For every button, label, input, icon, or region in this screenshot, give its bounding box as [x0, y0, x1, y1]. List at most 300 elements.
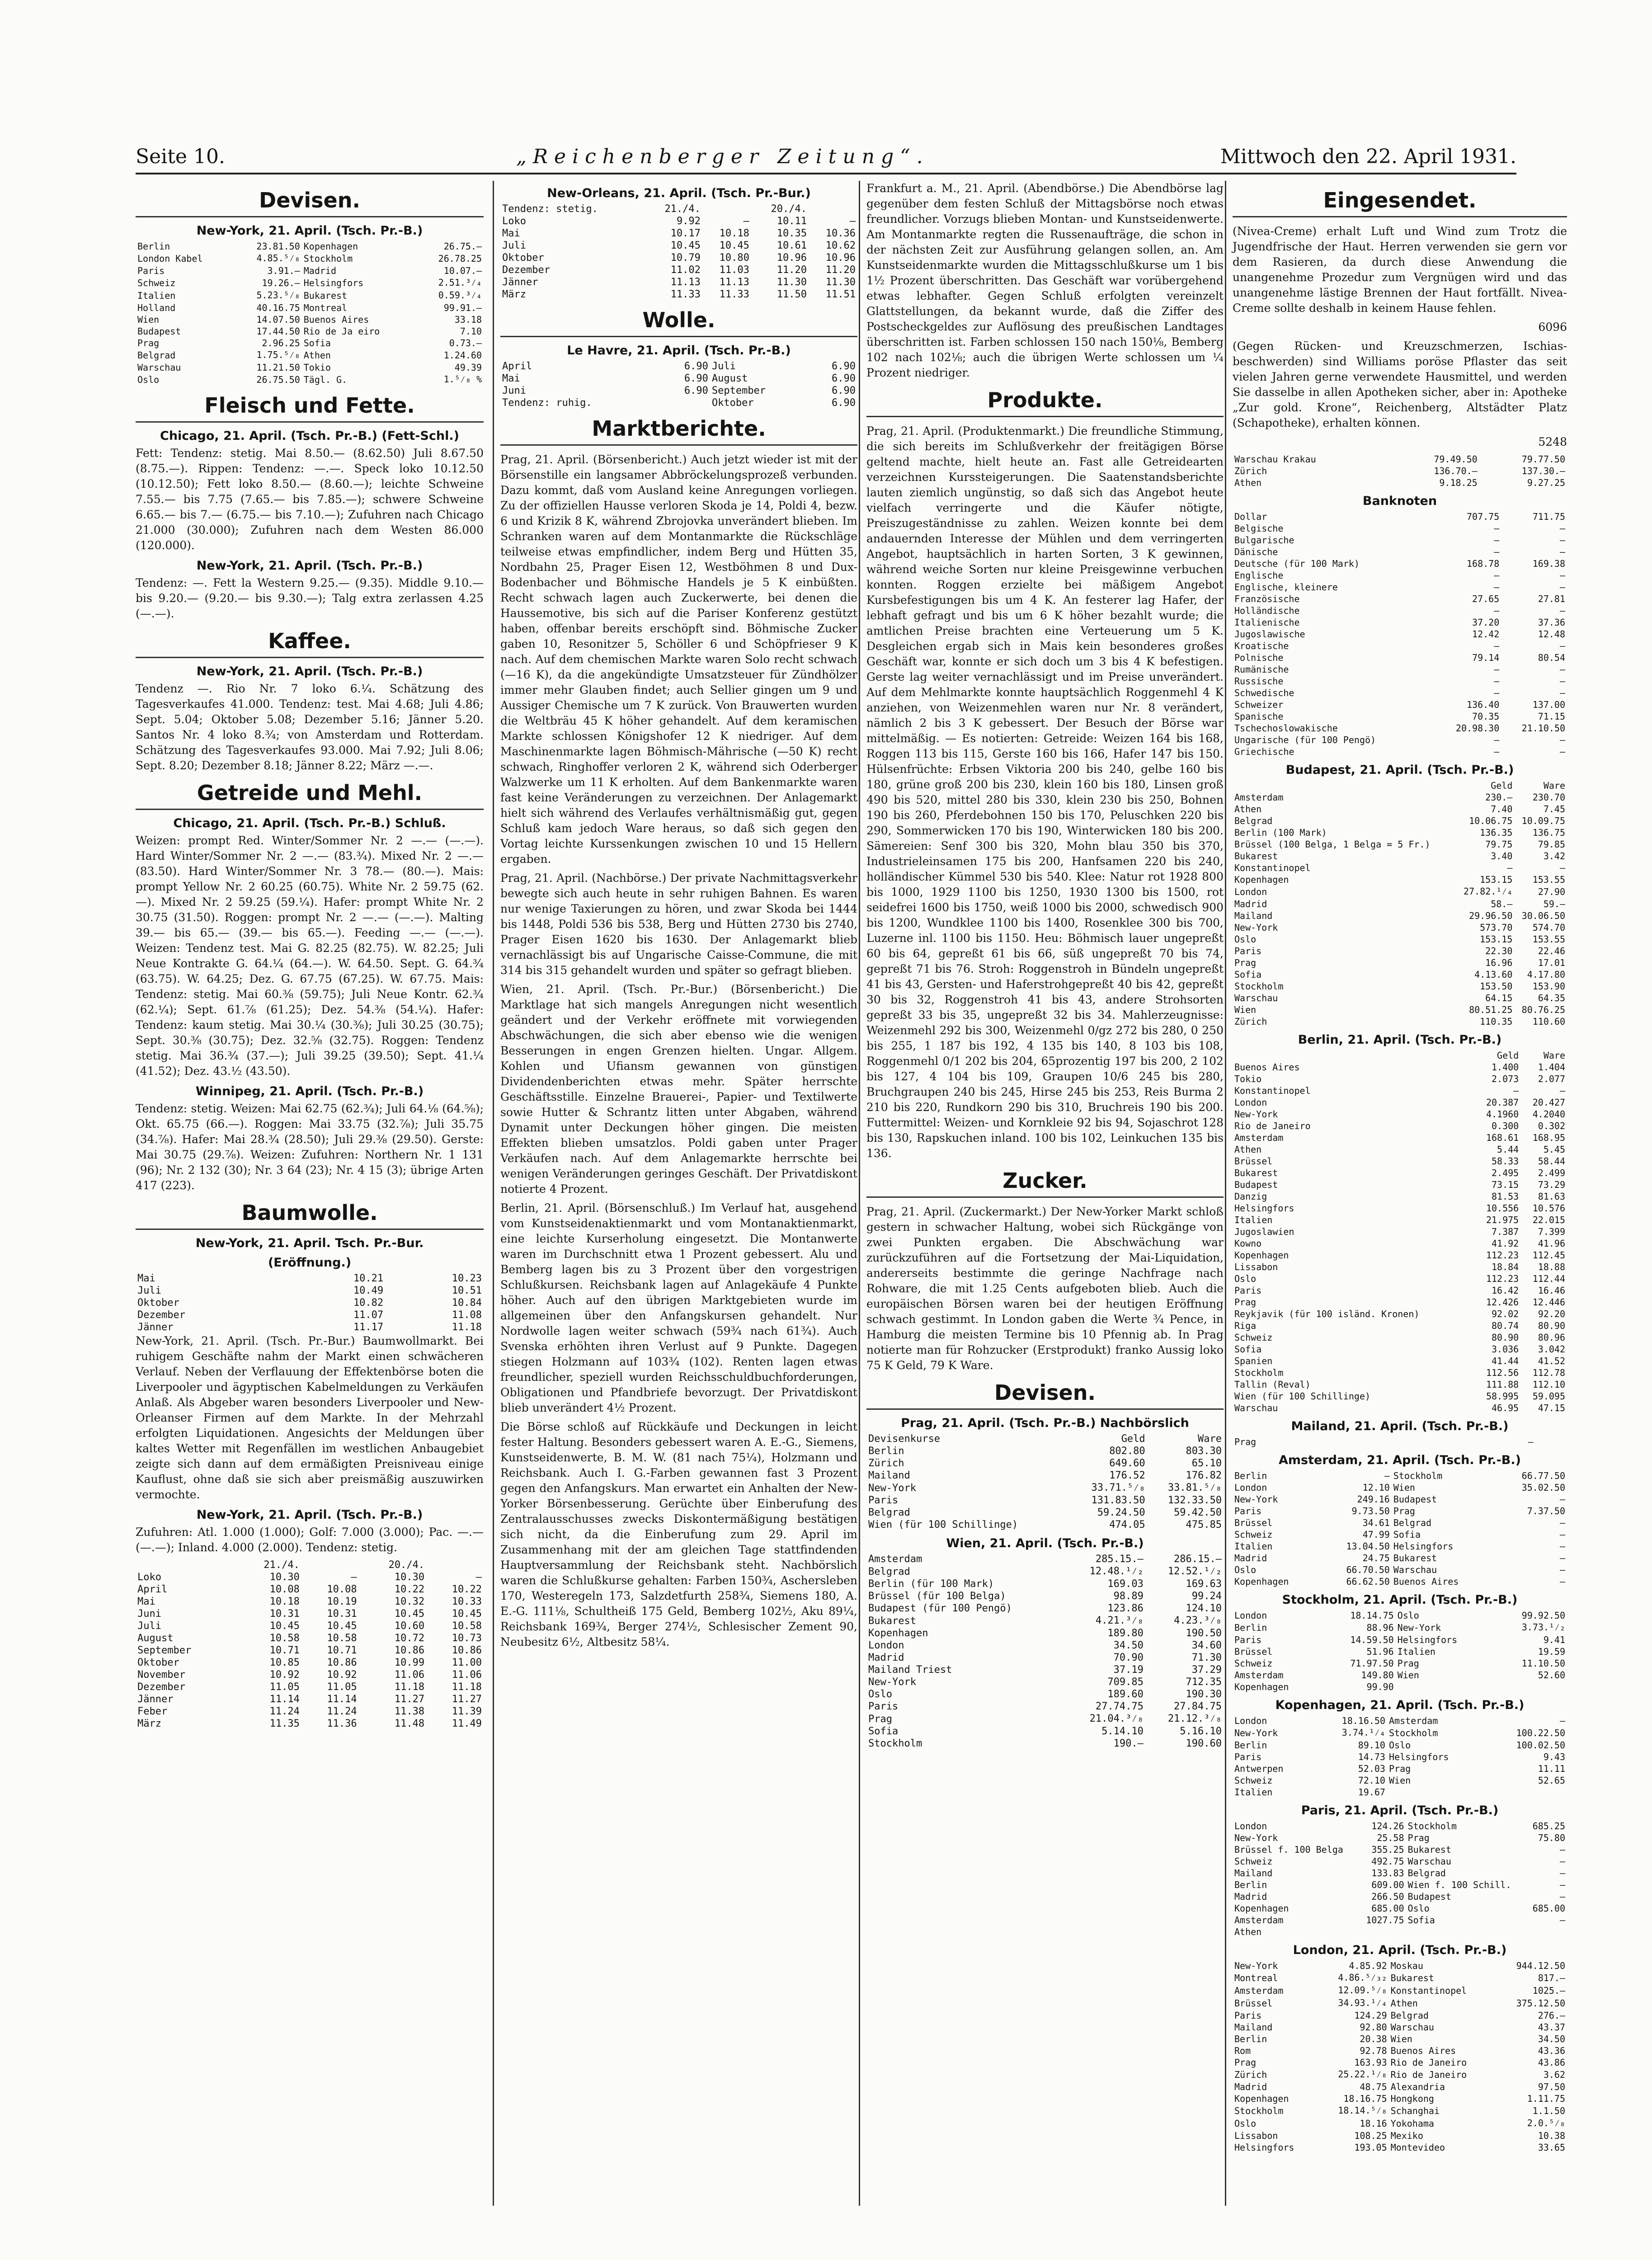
table-cell: 11.27: [452, 1694, 482, 1705]
table-cell: Wien: [1393, 1482, 1415, 1493]
table-cell: Prag: [1393, 1506, 1415, 1516]
table-cell: —: [1559, 687, 1565, 698]
table-cell: 22.46: [1538, 946, 1565, 956]
table-row: [136, 265, 484, 277]
table-cell: 9.41: [1543, 1634, 1565, 1645]
kopenhagen-table: [1233, 1715, 1567, 1798]
table-cell: Paris: [137, 265, 165, 276]
table-row: [1233, 2105, 1567, 2117]
table-cell: Schweiz: [1234, 1856, 1273, 1867]
table-cell: New-York: [868, 1676, 916, 1688]
frankfurt-text: Frankfurt a. M., 21. April. (Abendbörse.) Die Abendbörse lag gegenüber dem festen Schluß der Mittagsbörse noch etwas freundlicher. Vorzugs blieben Montan- und Kunstseidenwerte. Am Montanmarkte regten die Russenaufträge, die schon in der nächsten Zeit zur Ausführung gelangen sollen, an. Am Kunstseidenmarkte wurden die Mittagsschlußkurse um 1 bis 1½ Prozent überschritten. Das Geschäft war vorübergehend etwas lebhafter. Gegen Schluß erfolgten vereinzelt Glattstellungen, da bekannt wurde, daß die Ziffer des Postscheckgeldes zur Auflösung des preußischen Landtages überschritten ist. Farben schlossen 150 nach 150⅛, Bemberg 102 nach 102⅛; auch die übrigen Werte schlossen um ¼ Prozent niedriger.: [866, 182, 1224, 379]
table-row: [136, 1657, 484, 1669]
table-cell: —: [1559, 523, 1565, 534]
issue-date: Mittwoch den 22. April 1931.: [1220, 145, 1516, 168]
table-row: [1233, 465, 1567, 477]
table-cell: Brüssel: [1234, 1517, 1273, 1528]
table-row: [136, 314, 484, 325]
table-cell: Stockholm: [1393, 1470, 1443, 1481]
table-row: [1233, 2010, 1567, 2021]
table-cell: 3.036: [1492, 1344, 1519, 1355]
table-header-cell: Ware: [1198, 1433, 1222, 1445]
table-cell: —: [1559, 1891, 1565, 1902]
table-cell: 12.09.⁵⁄₈: [1338, 1985, 1387, 1996]
table-row: [1233, 734, 1567, 746]
table-cell: 131.83.50: [1091, 1495, 1145, 1506]
table-cell: Moskau: [1390, 1960, 1423, 1971]
table-cell: 944.12.50: [1516, 1960, 1565, 1971]
table-cell: 110.60: [1532, 1016, 1565, 1027]
baumwolle-text: New-York, 21. April. (Tsch. Pr.-Bur.) Baumwollmarkt. Bei ruhigem Geschäfte nahm der Markt einen schwächeren Verlauf. Neben der Verflauung der Effektenbörse boten die Liverpooler und ägyptischen Kabelmeldungen zu Verkäufen Anlaß. Als Abgeber waren besonders Liverpooler und New-Orleanser Firmen auf dem Markte. In der Mehrzahl erfolgten Liquidationen. Angesichts der Meldungen über kaltes Wetter mit Regenfällen im westlichen Anbaugebiet zeigte sich dann auf dem ermäßigten Preisniveau einige Kauflust, ohne daß sie sich aber preismäßig auszuwirken vermochte.: [136, 1334, 484, 1501]
table-cell: Kopenhagen: [1234, 2093, 1289, 2104]
table-cell: Kopenhagen: [303, 241, 358, 252]
table-cell: 176.82: [1186, 1470, 1222, 1481]
table-cell: —: [849, 216, 856, 227]
table-cell: Zürich: [1234, 466, 1267, 476]
table-row: [1233, 1576, 1567, 1587]
table-cell: 707.75: [1467, 511, 1500, 522]
table-cell: 3.62: [1543, 2069, 1565, 2080]
table-cell: New-York: [1234, 1728, 1278, 1738]
table-header-cell: Tendenz: stetig.: [502, 203, 598, 215]
table-cell: 59.—: [1543, 899, 1565, 909]
table-cell: 230.—: [1485, 792, 1513, 803]
table-cell: —: [1494, 535, 1500, 546]
table-cell: 21.10.50: [1521, 723, 1565, 734]
table-row: [136, 1705, 484, 1718]
table-cell: [662, 397, 710, 409]
table-cell: Schweiz: [1234, 1775, 1273, 1786]
markt-prag-boerse: Prag, 21. April. (Börsenbericht.) Auch jetzt wieder ist mit der Börsenstille ein langsamer Abbröckelungsprozeß verbunden. Dazu kommt, daß vom Ausland keine Anregungen vorliegen. Zu der offiziellen Hausse verloren Skoda je 14, Poldi 4, bezw. 6 und Krizik 8 K, während Zbrojovka unverändert blieben. Im Schranken waren auf dem Montanmarkte die Rückschläge teilweise etwas empfindlicher, indem Berg und Hütten 35, Nordbahn 25, Prager Eisen 12, Westböhmen 8 und Dux-Bodenbacher und Böhmische Handels je 5 K einbüßten. Recht schwach lagen auch Zuckerwerte, bei denen die Haussemotive, bis sich auf die Pariser Konferenz gestützt haben, offenbar bereits erschöpft sind. Böhmische Zucker gaben 10, Resonitzer 5, Schöller 6 und Schöpfrieser 9 K nach. Auf dem chemischen Markte waren Solo recht schwach (—16 K), da die angekündigte Umsatzsteuer für Zündhölzer immer mehr Glauben findet; auch Sellier gingen um 9 und Aussiger Chemische um 7 K zurück. Von Brauwerten wurden die Weltbräu 45 K höher gehandelt. Auf dem keramischen Markte schlossen Königshofer 12 K niedriger. Auf dem Maschinenmarkte lagen Böhmisch-Mährische (—50 K) recht schwach, Ringhoffer verloren 2 K, während sich Oderberger Walzwerke um 11 K erholten. Auf dem Bankenmarkte waren fast keine Veränderungen zu verzeichnen. Der Anlagemarkt hielt sich während des Verlaufes verhältnismäßig gut, gegen Schluß kam jedoch Ware heraus, so daß sich gegen den Vortag leichte Kurssenkungen zwischen 10 und 15 Hellern ergaben.: [500, 453, 857, 866]
table-cell: Paris: [868, 1701, 899, 1712]
table-cell: 16.42: [1492, 1285, 1519, 1296]
table-cell: Italienische: [1234, 617, 1300, 628]
table-cell: Belgrad: [1390, 2010, 1429, 2021]
table-cell: 11.33: [670, 289, 701, 300]
table-cell: 92.02: [1492, 1309, 1519, 1319]
table-row: [136, 1632, 484, 1644]
table-cell: 137.30.—: [1521, 466, 1565, 476]
table-row: [866, 1700, 1224, 1713]
table-cell: Bukarest: [868, 1615, 916, 1627]
baumwolle-sub: New-York, 21. April. Tsch. Pr.-Bur.: [195, 1236, 424, 1250]
table-cell: —: [1559, 734, 1565, 745]
table-cell: —: [1559, 1494, 1565, 1505]
table-cell: 0.300: [1492, 1121, 1519, 1131]
table-cell: 99.24: [1191, 1591, 1222, 1602]
table-cell: 33.65: [1538, 2142, 1565, 2153]
table-row: [1233, 1085, 1567, 1097]
table-cell: 11.24: [327, 1706, 357, 1717]
table-cell: London: [1234, 886, 1267, 897]
table-row: [1233, 1855, 1567, 1867]
kaffee-text: Tendenz —. Rio Nr. 7 loko 6.¹⁄₄. Schätzung des Tagesverkaufes 41.000. Tendenz: test. Mai 4.68; Juli 4.86; Sept. 5.04; Oktober 5.08; Dezember 5.16; Jänner 5.20. Santos Nr. 4 loko 8.³⁄₄; von Amsterdam und Rotterdam. Schätzung des Tagesverkaufes 93.000. Mai 7.92; Juli 8.06; Sept. 8.20; Dezember 8.18; Jänner 8.22; März —.—.: [136, 682, 484, 772]
table-cell: 10.84: [452, 1297, 482, 1309]
table-cell: 711.75: [1532, 511, 1565, 522]
table-cell: Berlin (100 Mark): [1234, 827, 1327, 838]
table-cell: Jugoslawische: [1234, 629, 1305, 640]
table-cell: 10.45: [452, 1608, 482, 1620]
table-cell: 79.77.50: [1521, 454, 1565, 465]
table-row: [1233, 957, 1567, 969]
table-row: [1233, 1132, 1567, 1144]
zucker-text: Prag, 21. April. (Zuckermarkt.) Der New-Yorker Markt schloß gestern in schwacher Haltung, wobei sich Rückgänge von zwei Punkten ergaben. Die Abschwächung war zurückzuführen auf die Fortsetzung der Mai-Liquidation, andererseits bestimmte die geringe Nachfrage nach Rohware, die mit 1.25 Cents aufgeboten blieb. Auch die europäischen Börsen waren bei der heutigen Eröffnung schwach gestimmt. In London gaben die Werte ¾ Pence, in Hamburg die meisten Termine bis 10 Pfennig ab. In Prag notierte man für Rohzucker (Erstprodukt) franko Aussig loko 75 K Geld, 79 K Ware.: [866, 1205, 1224, 1372]
table-cell: 2.51.³⁄₄: [438, 277, 482, 288]
table-cell: 99.91.—: [443, 302, 482, 313]
table-cell: Helsingfors: [1397, 1634, 1458, 1645]
table-cell: Mailand: [1234, 1868, 1273, 1879]
table-row: [1233, 969, 1567, 980]
table-header-cell: Geld: [1497, 1050, 1519, 1061]
table-header-row: [1233, 1050, 1567, 1061]
table-cell: 10.58: [452, 1620, 482, 1632]
table-cell: September: [711, 385, 766, 396]
table-cell: [1359, 1926, 1406, 1938]
table-cell: Polnische: [1234, 652, 1284, 663]
column-1: [136, 181, 484, 2206]
table-row: [1233, 1867, 1567, 1879]
table-cell: 190.—: [1113, 1738, 1144, 1749]
table-cell: 34.61: [1362, 1517, 1390, 1528]
table-cell: 153.55: [1532, 934, 1565, 945]
table-row: [136, 373, 484, 386]
table-cell: Tallin (Reval): [1234, 1379, 1311, 1390]
table-row: [1233, 1167, 1567, 1179]
table-cell: Brüssel: [1234, 1998, 1273, 2009]
table-cell: Amsterdam: [1234, 1985, 1284, 1996]
table-cell: Lissabon: [1234, 2130, 1278, 2141]
table-row: [136, 277, 484, 289]
devisen-newyork-sub: New-York, 21. April. (Tsch. Pr.-B.): [196, 224, 423, 238]
table-cell: 40.16.75: [256, 302, 300, 313]
table-cell: —: [1494, 664, 1500, 675]
table-cell: Bukarest: [1393, 1553, 1437, 1563]
table-cell: 4.23.³⁄₈: [1174, 1615, 1222, 1626]
table-cell: Warschau: [1407, 1856, 1451, 1867]
table-cell: 10.60: [394, 1620, 425, 1632]
produkte-heading: Produkte.: [866, 388, 1224, 417]
table-cell: Tägl. G.: [303, 374, 348, 385]
table-cell: Dänische: [1234, 546, 1278, 557]
table-row: [1233, 1191, 1567, 1202]
table-cell: 112.23: [1486, 1273, 1519, 1284]
table-row: [1233, 1202, 1567, 1214]
table-cell: 10.49: [353, 1285, 384, 1296]
table-cell: 11.20: [825, 264, 856, 276]
table-cell: Prag: [137, 338, 160, 348]
table-cell: 23.81.50: [256, 241, 300, 252]
baumwolle-futures-table: [136, 1559, 484, 1730]
neworleans-sub: New-Orleans, 21. April. (Tsch. Pr.-Bur.): [547, 186, 811, 200]
table-cell: Mai: [502, 373, 520, 384]
table-cell: 19.59: [1538, 1646, 1565, 1657]
table-cell: Sofia: [303, 338, 331, 348]
table-cell: 14.07.50: [256, 314, 300, 325]
berlin-sub: Berlin, 21. April. (Tsch. Pr.-B.): [1298, 1033, 1502, 1047]
table-cell: Paris: [1234, 1752, 1262, 1762]
table-cell: —: [1559, 605, 1565, 616]
table-cell: Tokio: [1234, 1074, 1262, 1084]
table-row: [1233, 1727, 1567, 1739]
table-cell: 112.10: [1532, 1379, 1565, 1390]
table-cell: 47.99: [1362, 1529, 1390, 1540]
budapest-table: [1233, 780, 1567, 1027]
table-cell: 22.015: [1532, 1215, 1565, 1225]
table-cell: Bukarest: [1234, 1168, 1278, 1178]
table-cell: New-York: [1234, 1494, 1278, 1505]
table-cell: 75.80: [1538, 1832, 1565, 1843]
table-cell: Oslo: [1234, 2118, 1257, 2129]
table-cell: 10.45: [670, 240, 701, 251]
table-cell: Rio de Janeiro: [1234, 1121, 1311, 1131]
table-cell: 11.07: [353, 1309, 384, 1321]
table-row: [136, 1321, 484, 1333]
table-cell: —: [1559, 535, 1565, 546]
table-cell: Dezember: [137, 1681, 185, 1693]
table-cell: 685.00: [1532, 1903, 1565, 1914]
table-row: [500, 360, 857, 372]
table-cell: 266.50: [1371, 1891, 1404, 1902]
table-cell: 92.20: [1538, 1309, 1565, 1319]
table-cell: Kopenhagen: [1234, 1250, 1289, 1261]
table-cell: Oslo: [1234, 1564, 1257, 1575]
banknoten-table: [1233, 511, 1567, 758]
table-row: [136, 1669, 484, 1681]
baumwolle-open-table: [136, 1272, 484, 1333]
table-row: [866, 1652, 1224, 1664]
table-cell: Reykjavik (für 100 isländ. Kronen): [1234, 1309, 1420, 1319]
table-row: [500, 240, 857, 252]
table-cell: 5.14.10: [1101, 1726, 1144, 1737]
table-cell: 64.15: [1485, 993, 1513, 1003]
table-cell: 10.22: [394, 1584, 425, 1595]
table-cell: Rio de Janeiro: [1390, 2057, 1467, 2068]
table-cell: —: [1559, 1915, 1565, 1926]
table-cell: 1.400: [1492, 1062, 1519, 1073]
table-cell: 64.35: [1538, 993, 1565, 1003]
table-row: [136, 1693, 484, 1705]
table-cell: Belgrad: [1393, 1517, 1432, 1528]
table-cell: 133.83: [1371, 1868, 1404, 1879]
table-cell: Oslo: [1388, 1740, 1411, 1751]
table-cell: 18.16.50: [1341, 1715, 1385, 1726]
table-cell: 11.20: [777, 264, 807, 276]
table-cell: 18.14.75: [1350, 1610, 1394, 1621]
table-cell: New-York: [1234, 1960, 1278, 1971]
table-cell: Stockholm: [1407, 1821, 1457, 1832]
wien-sub: Wien, 21. April. (Tsch. Pr.-B.): [946, 1536, 1144, 1550]
table-row: [1233, 1879, 1567, 1891]
table-cell: 132.33.50: [1167, 1495, 1222, 1506]
table-cell: London: [868, 1640, 904, 1651]
table-row: [1233, 1646, 1567, 1657]
fleisch-chicago-text: Fett: Tendenz: stetig. Mai 8.50.— (8.62.50) Juli 8.67.50 (8.75.—). Rippen: Tendenz: —.—. Speck loko 10.12.50 (10.12.50); Fett loko 8.50.— (8.60.—); leichte Schweine 7.55.— bis 7.75 (7.65.— bis 7.85.—); schwere Schweine 6.65.— bis 7.— (6.75.— bis 7.10.—); Zufuhren nach Chicago 21.000 (30.000); Zufuhren nach dem Westen 86.000 (120.000).: [136, 447, 484, 552]
table-cell: Madrid: [1234, 899, 1267, 909]
table-cell: 73.15: [1492, 1179, 1519, 1190]
table-cell: Buenos Aires: [1393, 1576, 1459, 1587]
table-cell: 18.14.⁵⁄₈: [1338, 2105, 1387, 2116]
table-row: [1233, 1786, 1567, 1798]
table-cell: 7.37.50: [1527, 1506, 1565, 1516]
table-cell: Madrid: [303, 265, 336, 276]
table-cell: Italien: [1397, 1646, 1435, 1657]
table-row: [866, 1602, 1224, 1615]
table-row: [1233, 1657, 1567, 1669]
table-cell: Amsterdam: [1234, 1915, 1284, 1926]
table-cell: London: [1234, 1715, 1267, 1726]
baumwolle-heading: Baumwolle.: [136, 1201, 484, 1230]
table-cell: 11.51: [825, 289, 856, 300]
table-cell: Oslo: [1407, 1903, 1430, 1914]
table-cell: Mailand Triest: [868, 1664, 952, 1676]
table-cell: Dezember: [502, 264, 550, 276]
table-row: [866, 1676, 1224, 1688]
table-cell: Warschau: [137, 362, 181, 373]
table-cell: 71.30: [1191, 1652, 1222, 1663]
table-cell: 124.29: [1354, 2010, 1387, 2021]
table-cell: 4.17.80: [1527, 969, 1565, 980]
table-cell: 92.78: [1360, 2045, 1387, 2056]
table-cell: Hongkong: [1390, 2093, 1434, 2104]
table-cell: 10.19: [327, 1596, 357, 1607]
table-row: [1233, 1120, 1567, 1132]
table-row: [1233, 1343, 1567, 1355]
table-cell: 190.30: [1186, 1689, 1222, 1700]
table-cell: 10.58: [269, 1633, 300, 1644]
table-cell: 33.81.⁵⁄₈: [1167, 1482, 1222, 1493]
table-cell: Amsterdam: [1388, 1715, 1438, 1726]
table-cell: Belgrad: [1407, 1868, 1446, 1879]
table-cell: Mai: [137, 1273, 155, 1284]
table-cell: 100.02.50: [1516, 1740, 1565, 1751]
table-row: [500, 385, 857, 397]
table-cell: Dezember: [137, 1309, 185, 1321]
table-row: [1233, 711, 1567, 722]
table-row: [136, 1309, 484, 1321]
table-cell: 0.302: [1538, 1121, 1565, 1131]
table-cell: 35.02.50: [1521, 1482, 1565, 1493]
table-cell: Warschau: [1393, 1564, 1437, 1575]
table-row: [1233, 1016, 1567, 1027]
table-cell: 37.20: [1472, 617, 1500, 628]
column-4: [1225, 181, 1567, 2206]
table-cell: 80.90: [1492, 1332, 1519, 1343]
table-cell: 10.07.—: [443, 265, 482, 276]
table-row: [1233, 1308, 1567, 1320]
table-cell: 11.14: [327, 1694, 357, 1705]
table-header-cell: [809, 203, 857, 215]
table-cell: 43.86: [1538, 2057, 1565, 2068]
table-row: [1233, 1402, 1567, 1414]
table-header-cell: [702, 203, 751, 215]
table-cell: 9.43: [1543, 1752, 1565, 1762]
table-cell: Juli: [711, 361, 736, 372]
table-cell: 12.52.¹⁄₂: [1167, 1566, 1222, 1577]
table-row: [1233, 910, 1567, 922]
table-cell: 649.60: [1109, 1458, 1145, 1469]
table-row: [866, 1482, 1224, 1494]
table-cell: 1.404: [1538, 1062, 1565, 1073]
table-row: [1233, 722, 1567, 734]
table-row: [1233, 1960, 1567, 1972]
table-cell: 17.44.50: [256, 326, 300, 337]
table-row: [866, 1519, 1224, 1531]
table-cell: 2.0.⁵⁄₈: [1527, 2118, 1565, 2128]
table-cell: 79.49.50: [1434, 454, 1478, 465]
table-cell: 70.90: [1113, 1652, 1144, 1663]
table-row: [1233, 1552, 1567, 1564]
table-cell: Buenos Aires: [303, 314, 369, 325]
table-row: [500, 227, 857, 240]
table-cell: Oslo: [868, 1689, 892, 1700]
table-cell: 34.60: [1191, 1640, 1222, 1651]
table-row: [136, 349, 484, 362]
table-cell: 10.32: [394, 1596, 425, 1607]
table-cell: 153.50: [1480, 981, 1513, 992]
devisen-newyork-table: [136, 240, 484, 386]
table-header-row: [136, 1559, 484, 1571]
table-row: [1233, 2130, 1567, 2142]
table-cell: Belgrad: [1234, 815, 1273, 826]
table-cell: 30.06.50: [1521, 910, 1565, 921]
table-cell: 22.30: [1485, 946, 1513, 956]
table-row: [1233, 1061, 1567, 1073]
table-cell: Konstantinopel: [1390, 1985, 1467, 1996]
table-cell: Rio de Janeiro: [1390, 2069, 1467, 2080]
table-cell: 41.44: [1492, 1356, 1519, 1366]
table-row: [1233, 1285, 1567, 1296]
table-cell: 14.59.50: [1350, 1634, 1394, 1645]
table-cell: 169.63: [1186, 1578, 1222, 1590]
table-cell: Kopenhagen: [868, 1628, 928, 1639]
table-cell: 10.72: [394, 1633, 425, 1644]
stockholm-sub: Stockholm, 21. April. (Tsch. Pr.-B.): [1282, 1593, 1518, 1607]
table-row: [1233, 511, 1567, 523]
table-cell: 27.82.¹⁄₄: [1464, 886, 1513, 897]
table-row: [500, 397, 857, 409]
table-row: [1233, 1610, 1567, 1621]
table-cell: Italien: [1234, 1541, 1273, 1552]
table-row: [1233, 1972, 1567, 1984]
table-cell: 4.21.³⁄₈: [1095, 1615, 1144, 1626]
table-cell: 52.60: [1538, 1670, 1565, 1681]
table-cell: 6.90: [832, 373, 856, 384]
table-cell: —: [1559, 1529, 1565, 1540]
table-row: [1233, 1261, 1567, 1273]
table-row: [136, 240, 484, 252]
budapest-sub: Budapest, 21. April. (Tsch. Pr.-B.): [1285, 763, 1514, 777]
table-row: [1233, 1296, 1567, 1308]
table-cell: 97.50: [1538, 2081, 1565, 2092]
page-header: [136, 143, 1516, 174]
table-cell: 2.077: [1538, 1074, 1565, 1084]
table-cell: Juli: [137, 1285, 161, 1296]
table-row: [1233, 2117, 1567, 2130]
devisen-prag-heading: Devisen.: [866, 1380, 1224, 1410]
table-cell: 9.92: [676, 216, 701, 227]
table-cell: 11.17: [353, 1322, 384, 1333]
table-cell: 11.39: [452, 1706, 482, 1717]
table-cell: 193.05: [1354, 2142, 1387, 2153]
table-cell: 10.11: [777, 216, 807, 227]
table-cell: Athen: [303, 350, 331, 361]
table-cell: Berlin: [1234, 2034, 1267, 2044]
table-cell: 80.76.25: [1521, 1004, 1565, 1015]
table-cell: 108.25: [1354, 2130, 1387, 2141]
table-cell: Paris: [868, 1495, 899, 1506]
table-row: [1233, 1214, 1567, 1226]
table-cell: —: [1494, 640, 1500, 651]
